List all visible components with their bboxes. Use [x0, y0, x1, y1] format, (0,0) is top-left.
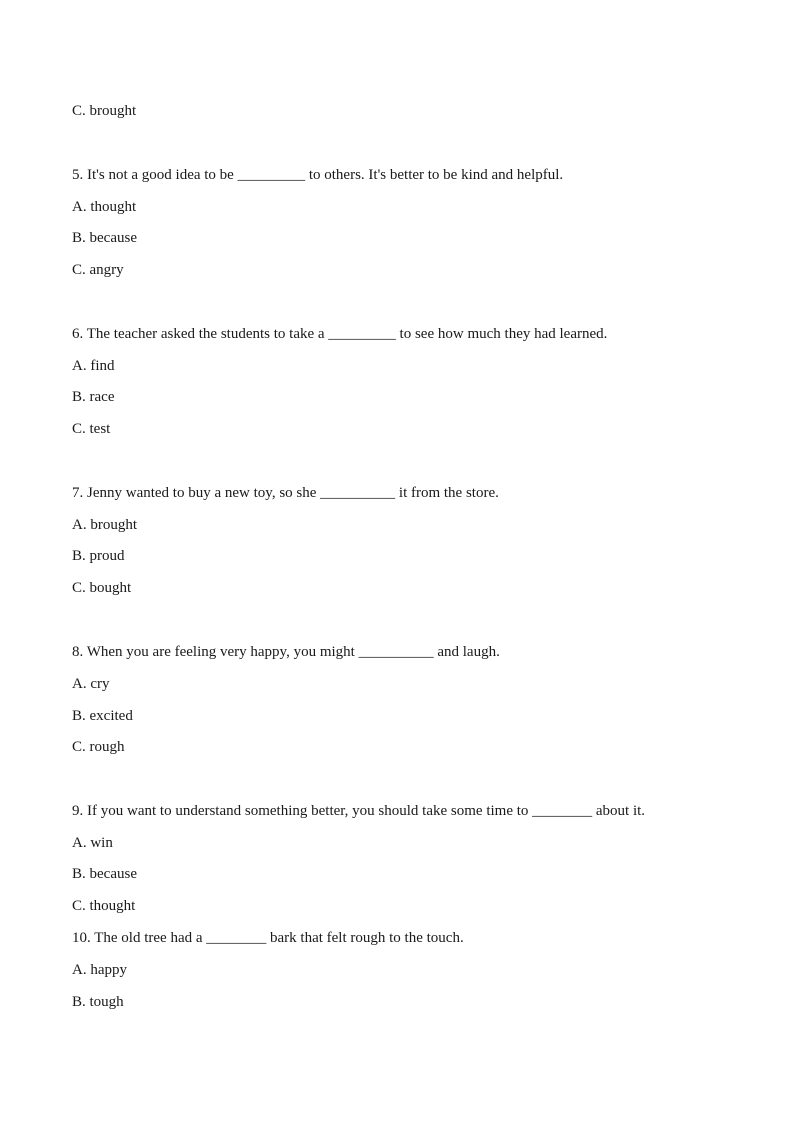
- q6-option-c: C. test: [72, 421, 111, 437]
- q6-option-a: A. find: [72, 358, 115, 374]
- q8-question: 8. When you are feeling very happy, you might __________ and laugh.: [72, 644, 500, 660]
- q10-option-a: A. happy: [72, 962, 127, 978]
- q10-option-b: B. tough: [72, 994, 124, 1010]
- q5-question: 5. It's not a good idea to be _________ to others. It's better to be kind and helpful.: [72, 167, 564, 183]
- q9-option-c: C. thought: [72, 898, 136, 914]
- q8-option-c: C. rough: [72, 739, 125, 755]
- q9-option-a: A. win: [72, 835, 113, 851]
- q9-option-b: B. because: [72, 866, 137, 882]
- q4-option-c: C. brought: [72, 103, 137, 119]
- q7-option-c: C. bought: [72, 580, 132, 596]
- q6-question: 6. The teacher asked the students to take a _________ to see how much they had learned.: [72, 326, 608, 342]
- q7-question: 7. Jenny wanted to buy a new toy, so she __________ it from the store.: [72, 485, 499, 501]
- q5-option-b: B. because: [72, 230, 137, 246]
- q5-option-c: C. angry: [72, 262, 124, 278]
- q9-question: 9. If you want to understand something better, you should take some time to ________ about it.: [72, 803, 646, 819]
- q5-option-a: A. thought: [72, 199, 137, 215]
- q6-option-b: B. race: [72, 389, 115, 405]
- q10-question: 10. The old tree had a ________ bark that felt rough to the touch.: [72, 930, 464, 946]
- q7-option-b: B. proud: [72, 548, 125, 564]
- q7-option-a: A. brought: [72, 517, 137, 533]
- q8-option-a: A. cry: [72, 676, 110, 692]
- q8-option-b: B. excited: [72, 708, 133, 724]
